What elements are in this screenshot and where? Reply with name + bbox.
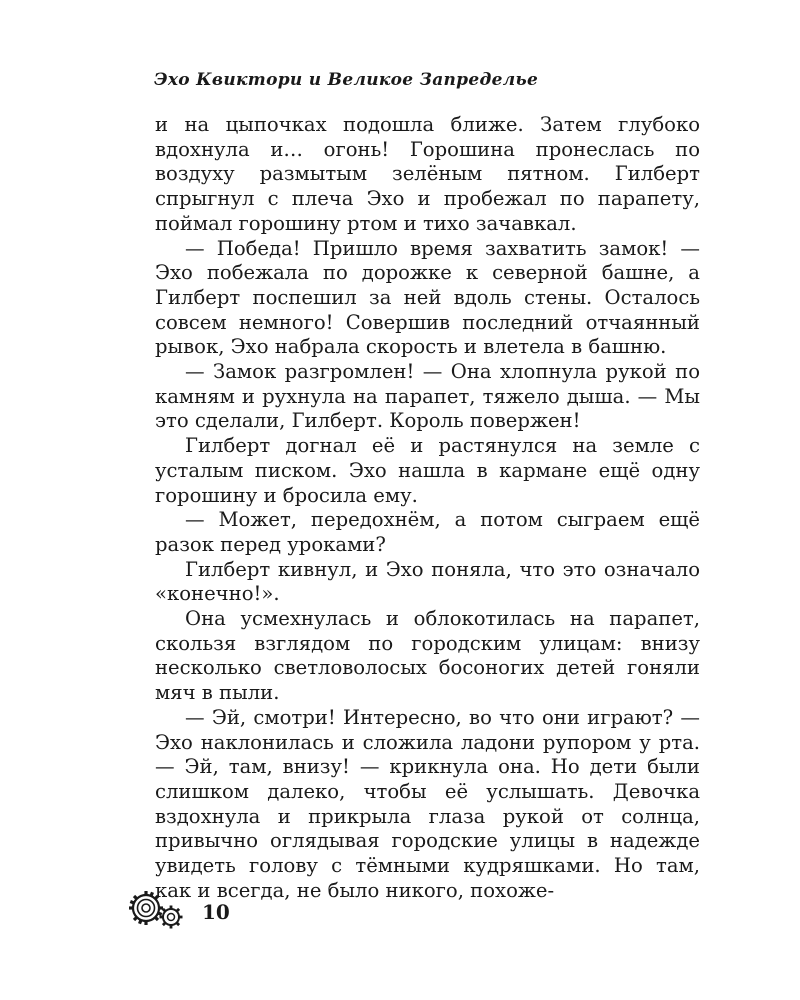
paragraph: — Эй, смотри! Интересно, во что они играют? — Эхо наклонилась и сложила ладони рупором у рта. — Эй, там, внизу! — крикнула она. Но дети были слишком далеко, чтобы её услышать. Девочка вздохнула и прикрыла глаза рукой от солнца, привычно оглядывая городские улицы в надежде увидеть голову с тёмными кудряшками. Но там, как и всегда, не было никого, похоже- bbox=[155, 705, 700, 902]
paragraph: и на цыпочках подошла ближе. Затем глубоко вдохнула и… огонь! Горошина пронеслась по воздуху размытым зелёным пятном. Гилберт спрыгнул с плеча Эхо и пробежал по парапету, поймал горошину ртом и тихо зачавкал. bbox=[155, 113, 700, 235]
page-number: 10 bbox=[202, 900, 230, 924]
paragraph: — Замок разгромлен! — Она хлопнула рукой по камням и рухнула на парапет, тяжело дыша. — Мы это сделали, Гилберт. Король повержен! bbox=[155, 360, 700, 433]
body-text bbox=[155, 113, 700, 904]
paragraph: Гилберт кивнул, и Эхо поняла, что это означало «конечно!». bbox=[155, 557, 700, 606]
paragraph: Она усмехнулась и облокотилась на парапет, скользя взглядом по городским улицам: внизу несколько светловолосых босоногих детей гоняли мяч в пыли. bbox=[155, 607, 700, 705]
page-footer bbox=[126, 888, 266, 938]
paragraph: Гилберт догнал её и растянулся на земле с усталым писком. Эхо нашла в кармане ещё одну горошину и бросила ему. bbox=[155, 434, 700, 507]
gears-icon bbox=[126, 888, 196, 938]
paragraph: — Победа! Пришло время захватить замок! — Эхо побежала по дорожке к северной башне, а Гилберт поспешил за ней вдоль стены. Осталось совсем немного! Совершив последний отчаянный рывок, Эхо набрала скорость и влетела в башню. bbox=[155, 236, 700, 359]
running-title: Эхо Квиктори и Великое Запределье bbox=[154, 70, 539, 90]
paragraph: — Может, передохнём, а потом сыграем ещё разок перед уроками? bbox=[155, 508, 700, 556]
